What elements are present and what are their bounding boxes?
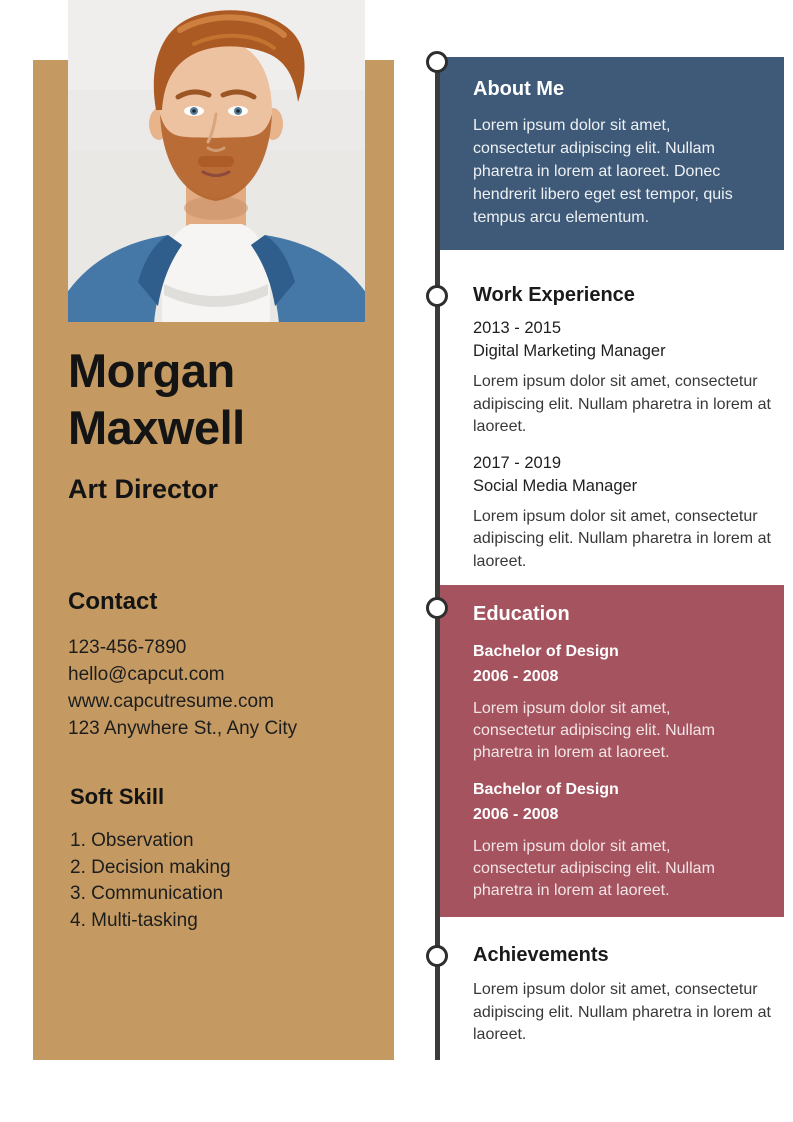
education-degree: Bachelor of Design — [473, 643, 619, 660]
timeline-node-education — [426, 597, 448, 619]
soft-skill-list — [70, 828, 360, 934]
person-job-title: Art Director — [68, 474, 219, 504]
timeline-node-work — [426, 285, 448, 307]
contact-address: 123 Anywhere St., Any City — [68, 718, 298, 739]
work-entry — [473, 452, 776, 574]
work-role: Social Media Manager — [473, 476, 638, 495]
contact-email: hello@capcut.com — [68, 664, 225, 685]
about-me-body: Lorem ipsum dolor sit amet, consectetur adipiscing elit. Nullam pharetra in lorem at laoreet. Donec hendrerit libero eget est tempor, quis tempus arcu elementum. — [473, 117, 733, 226]
skill-item: 2. Decision making — [70, 856, 231, 878]
work-role: Digital Marketing Manager — [473, 342, 666, 360]
contact-website: www.capcutresume.com — [68, 691, 274, 712]
contact-phone: 123-456-7890 — [68, 637, 187, 658]
work-experience-section — [473, 284, 776, 586]
timeline-node-about — [426, 51, 448, 73]
education-entry — [473, 639, 756, 764]
work-period: 2017 - 2019 — [473, 453, 562, 472]
portrait-illustration — [68, 0, 365, 322]
education-description: Lorem ipsum dolor sit amet, consectetur adipiscing elit. Nullam pharetra in lorem at laoreet. — [473, 838, 715, 899]
education-degree: Bachelor of Design — [473, 781, 619, 798]
education-heading: Education — [473, 603, 570, 625]
education-period: 2006 - 2008 — [473, 668, 559, 685]
education-period: 2006 - 2008 — [473, 806, 559, 823]
contact-list — [68, 634, 358, 742]
education-description: Lorem ipsum dolor sit amet, consectetur adipiscing elit. Nullam pharetra in lorem at laoreet. — [473, 700, 715, 761]
work-period: 2013 - 2015 — [473, 319, 562, 337]
soft-skill-heading: Soft Skill — [70, 784, 165, 809]
achievements-section — [473, 944, 776, 1047]
education-section — [440, 585, 784, 917]
timeline-node-achievements — [426, 945, 448, 967]
achievements-body: Lorem ipsum dolor sit amet, consectetur adipiscing elit. Nullam pharetra in lorem at laoreet. — [473, 981, 771, 1043]
skill-item: 1. Observation — [70, 830, 194, 851]
profile-photo — [68, 0, 365, 322]
person-name: Morgan Maxwell — [68, 344, 245, 454]
about-me-section — [440, 57, 784, 250]
skill-item: 3. Communication — [70, 883, 224, 904]
contact-heading: Contact — [68, 588, 158, 615]
work-description: Lorem ipsum dolor sit amet, consectetur adipiscing elit. Nullam pharetra in lorem at laoreet. — [473, 373, 771, 435]
about-me-heading: About Me — [473, 78, 565, 100]
skill-item: 4. Multi-tasking — [70, 909, 198, 931]
work-experience-heading: Work Experience — [473, 284, 635, 306]
education-entry — [473, 777, 756, 902]
work-entry — [473, 317, 776, 439]
achievements-heading: Achievements — [473, 944, 609, 966]
work-description: Lorem ipsum dolor sit amet, consectetur adipiscing elit. Nullam pharetra in lorem at laoreet. — [473, 507, 771, 570]
